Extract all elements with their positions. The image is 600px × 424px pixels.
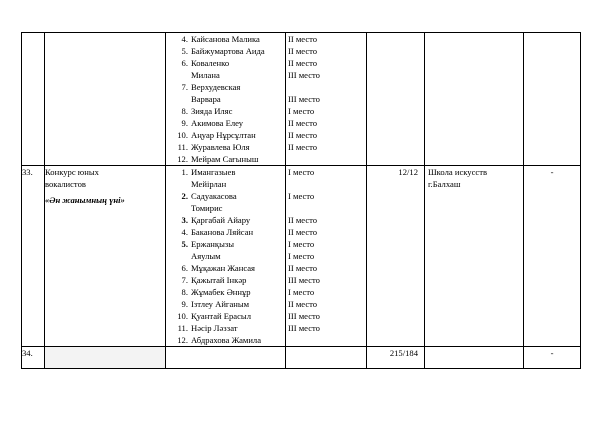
participant-line (166, 166, 285, 178)
participant-name: Милана (191, 70, 220, 80)
participants-cell (166, 347, 286, 369)
result-place: II место (288, 130, 318, 140)
note-cell: - (524, 347, 581, 369)
event-name-cell (45, 33, 166, 166)
participant-line (166, 129, 285, 141)
participant-name: Садуакасова (191, 191, 237, 201)
participant-name: Верхудевская (191, 82, 241, 92)
result-place: III место (288, 94, 320, 104)
participant-line (166, 93, 285, 105)
note-cell: - (524, 166, 581, 347)
participant-number: 4. (181, 227, 188, 237)
events-table (21, 32, 581, 369)
participant-line (166, 105, 285, 117)
num-cell (22, 33, 45, 166)
participant-line (166, 178, 285, 190)
result-place: III место (288, 70, 320, 80)
event-title (45, 166, 165, 190)
participant-number (166, 69, 191, 81)
participant-number: 2. (181, 191, 188, 201)
result-place: II место (288, 46, 318, 56)
participant-line (166, 310, 285, 322)
participant-name: Баканова Ляйсан (191, 227, 254, 237)
participant-number: 5. (181, 46, 188, 56)
participant-number: 5. (181, 239, 188, 249)
result-place: I место (288, 167, 315, 177)
row-number: 34. (22, 347, 45, 369)
participant-name: Қажытай Інкәр (191, 275, 247, 285)
participant-line (166, 334, 285, 346)
result-place: II место (288, 215, 318, 225)
note-cell (524, 33, 581, 166)
participant-count: 12/12 (367, 166, 425, 347)
participant-line (166, 81, 285, 93)
result-place: III место (288, 323, 320, 333)
result-place: I место (288, 287, 315, 297)
participant-count: 215/184 (367, 347, 425, 369)
result-place: II место (288, 118, 318, 128)
participant-line (166, 322, 285, 334)
result-place: I место (288, 239, 315, 249)
participant-number: 10. (177, 311, 188, 321)
participant-name: Зияда Иляс (191, 106, 233, 116)
participant-line (166, 69, 285, 81)
participant-name: Коваленко (191, 58, 230, 68)
participant-line (166, 57, 285, 69)
participant-line (166, 262, 285, 274)
event-subtitle: «Ән жанымның үні» (45, 195, 125, 205)
participant-name: Нәсір Ләззат (191, 323, 238, 333)
participant-line (166, 226, 285, 238)
result-place: II место (288, 299, 318, 309)
participant-number (166, 202, 191, 214)
organization-cell (425, 347, 524, 369)
participant-number (166, 178, 191, 190)
participant-number: 8. (181, 106, 188, 116)
participant-name: Жұмабек Әннұр (191, 287, 251, 297)
participant-number: 9. (181, 118, 188, 128)
participant-line (166, 117, 285, 129)
participant-name: Мейрам Сағыныш (191, 154, 259, 164)
results-cell (286, 347, 367, 369)
participant-number: 9. (181, 299, 188, 309)
participant-number: 7. (181, 82, 188, 92)
result-place: II место (288, 34, 318, 44)
participant-number: 12. (177, 335, 188, 345)
count-cell (367, 33, 425, 166)
event-title-line: Конкурс юных (45, 167, 99, 177)
participant-number: 6. (181, 58, 188, 68)
participant-name: Абдрахова Жамила (191, 335, 262, 345)
result-place: III место (288, 311, 320, 321)
participant-name: Аяулым (191, 251, 221, 261)
participant-number: 12. (177, 154, 188, 164)
participant-number (166, 250, 191, 262)
participant-name: Журавлева Юля (191, 142, 250, 152)
participant-line (166, 202, 285, 214)
participant-line (166, 214, 285, 226)
participant-line (166, 238, 285, 250)
result-place (286, 202, 366, 214)
result-place: I место (288, 251, 315, 261)
result-place: II место (288, 142, 318, 152)
participant-number (166, 93, 191, 105)
participants-cell (166, 166, 286, 347)
organization-line: г.Балхаш (428, 179, 461, 189)
participant-number: 4. (181, 34, 188, 44)
participant-name: Ізтлеу Айганым (191, 299, 250, 309)
participant-line (166, 286, 285, 298)
event-name-cell (45, 166, 166, 347)
organization-line: Школа искусств (428, 167, 488, 177)
participant-name: Акимова Елеу (191, 118, 244, 128)
participant-line (166, 141, 285, 153)
participant-name: Аңуар Нұрсұлтан (191, 130, 256, 140)
participant-name: Мұқажан Жансая (191, 263, 256, 273)
participant-number: 11. (177, 142, 188, 152)
event-name-cell (45, 347, 166, 369)
participant-name: Қаргабай Айару (191, 215, 251, 225)
table-row-34 (22, 347, 581, 369)
participant-number: 3. (181, 215, 188, 225)
participant-name: Байжумартова Аида (191, 46, 265, 56)
participant-name: Томирис (191, 203, 223, 213)
participant-line (166, 298, 285, 310)
participant-name: Ержанқызы (191, 239, 235, 249)
result-place: I место (288, 106, 315, 116)
participant-number: 10. (177, 130, 188, 140)
row-number: 33. (22, 166, 45, 347)
participant-line (166, 274, 285, 286)
participant-number: 7. (181, 275, 188, 285)
participant-number: 1. (181, 167, 188, 177)
result-place: III место (288, 275, 320, 285)
participant-name: Имангазыев (191, 167, 236, 177)
result-place (286, 81, 366, 93)
result-place: I место (288, 191, 315, 201)
result-place (286, 178, 366, 190)
participant-name: Мейірлан (191, 179, 227, 189)
participant-number: 8. (181, 287, 188, 297)
table-row-continued (22, 33, 581, 166)
participant-line (166, 250, 285, 262)
participant-line (166, 190, 285, 202)
event-title-line: вокалистов (45, 179, 86, 189)
participant-number: 11. (177, 323, 188, 333)
organization-cell (425, 33, 524, 166)
participant-line (166, 153, 285, 165)
result-place: II место (288, 227, 318, 237)
participant-line (166, 33, 285, 45)
participant-name: Варвара (191, 94, 221, 104)
organization-cell (425, 166, 524, 347)
result-place: II место (288, 263, 318, 273)
results-cell (286, 33, 367, 166)
result-place: II место (288, 58, 318, 68)
participant-number: 6. (181, 263, 188, 273)
participant-name: Кайсанова Малика (191, 34, 260, 44)
participants-cell (166, 33, 286, 166)
participant-line (166, 45, 285, 57)
participant-name: Қуантай Ерасыл (191, 311, 251, 321)
results-cell (286, 166, 367, 347)
table-row-33 (22, 166, 581, 347)
